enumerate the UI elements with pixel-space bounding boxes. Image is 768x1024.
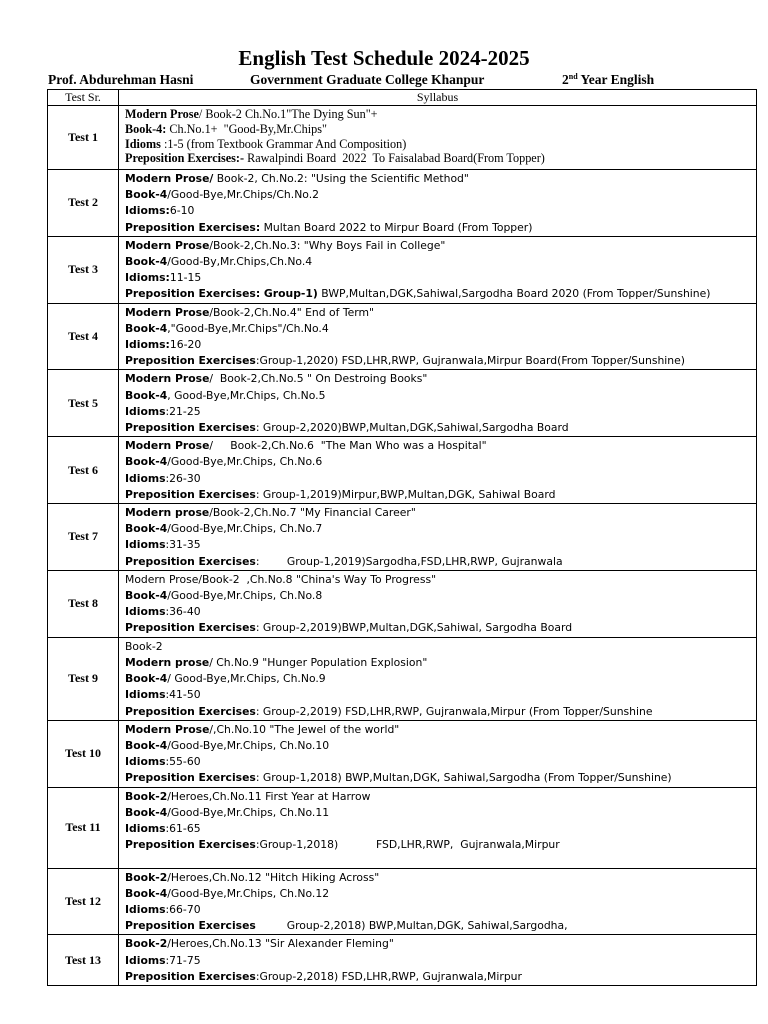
syllabus-line-text: :21-25 xyxy=(165,404,201,418)
syllabus-line xyxy=(125,321,756,337)
syllabus-line-heading: Modern Prose xyxy=(125,238,210,252)
syllabus-line-text: /Book-2,Ch.No.3: "Why Boys Fail in College" xyxy=(209,238,446,252)
syllabus-line xyxy=(125,505,756,521)
syllabus-line xyxy=(125,738,756,754)
syllabus-cell xyxy=(119,504,757,571)
syllabus-line-text: /Good-Bye,Mr.Chips, Ch.No.8 xyxy=(167,589,323,603)
syllabus-line-heading: Preposition Exercises xyxy=(125,621,256,635)
syllabus-line xyxy=(125,122,756,137)
syllabus-line xyxy=(125,837,756,853)
syllabus-line xyxy=(125,902,756,918)
syllabus-cell xyxy=(119,935,757,986)
syllabus-line-heading: Book-2 xyxy=(125,870,168,884)
syllabus-line xyxy=(125,171,756,187)
test-number-cell: Test 5 xyxy=(48,370,119,437)
syllabus-line-text: :66-70 xyxy=(165,902,201,916)
syllabus-line-heading: Book-4 xyxy=(125,805,168,819)
syllabus-line-text: :31-35 xyxy=(165,538,201,552)
syllabus-line-text: 6-10 xyxy=(169,204,195,218)
syllabus-line-text: Ch.No.1+ "Good-By,Mr.Chips" xyxy=(166,121,327,136)
syllabus-line-text: :26-30 xyxy=(165,471,201,485)
syllabus-line xyxy=(125,886,756,902)
test-number-cell: Test 7 xyxy=(48,504,119,571)
syllabus-line xyxy=(125,639,756,655)
syllabus-line-text: :36-40 xyxy=(165,605,201,619)
syllabus-line xyxy=(125,770,756,786)
test-number-cell: Test 2 xyxy=(48,170,119,237)
syllabus-line-heading: Book-2 xyxy=(125,789,168,803)
syllabus-line-text: ,"Good-Bye,Mr.Chips"/Ch.No.4 xyxy=(167,321,329,335)
syllabus-line-heading: Preposition Exercises xyxy=(125,771,256,785)
syllabus-line-text: /Good-Bye,Mr.Chips, Ch.No.7 xyxy=(167,522,323,536)
syllabus-cell xyxy=(119,106,757,170)
syllabus-line-heading: Preposition Exercises: Group-1) xyxy=(125,287,318,301)
test-number-cell: Test 11 xyxy=(48,787,119,868)
syllabus-line-text: :Group-2,2018) FSD,LHR,RWP, Gujranwala,Mirpur xyxy=(255,969,522,983)
syllabus-line xyxy=(125,789,756,805)
syllabus-line-text: : Group-1,2019)Mirpur,BWP,Multan,DGK, Sahiwal Board xyxy=(255,487,556,501)
syllabus-line-heading: Preposition Exercises xyxy=(125,487,256,501)
syllabus-line xyxy=(125,537,756,553)
document-header xyxy=(48,72,738,88)
syllabus-line-heading: Preposition Exercises xyxy=(125,354,256,368)
syllabus-line-text: Modern Prose/Book-2 ,Ch.No.8 "China's Way To Progress" xyxy=(125,572,437,586)
syllabus-line-text: /Heroes,Ch.No.12 "Hitch Hiking Across" xyxy=(167,870,380,884)
syllabus-line-heading: Idioms: xyxy=(125,338,170,352)
syllabus-line xyxy=(125,337,756,353)
syllabus-line-heading: Book-4 xyxy=(125,522,168,536)
syllabus-cell xyxy=(119,303,757,370)
syllabus-line-text: , Good-Bye,Mr.Chips, Ch.No.5 xyxy=(167,388,326,402)
syllabus-line-text: /Book-2,Ch.No.7 "My Financial Career" xyxy=(209,506,416,520)
syllabus-cell xyxy=(119,868,757,935)
syllabus-line xyxy=(125,471,756,487)
syllabus-line-text: :71-75 xyxy=(165,953,201,967)
column-header-syllabus: Syllabus xyxy=(119,90,757,106)
syllabus-line xyxy=(125,953,756,969)
syllabus-line-heading: Idioms xyxy=(125,538,166,552)
syllabus-line-text: Group-2,2018) BWP,Multan,DGK, Sahiwal,Sargodha, xyxy=(255,919,568,933)
syllabus-line-heading: Idioms xyxy=(125,755,166,769)
syllabus-line xyxy=(125,521,756,537)
syllabus-line xyxy=(125,620,756,636)
syllabus-line-heading: Idioms: xyxy=(125,204,170,218)
schedule-body xyxy=(48,106,757,986)
table-row xyxy=(48,570,757,637)
table-row xyxy=(48,787,757,868)
syllabus-line-text: /Good-Bye,Mr.Chips, Ch.No.12 xyxy=(167,886,330,900)
table-row xyxy=(48,935,757,986)
syllabus-line-heading: Preposition Exercises xyxy=(125,969,256,983)
syllabus-line xyxy=(125,487,756,503)
year-suffix: nd xyxy=(568,72,578,81)
syllabus-line-text: : Group-1,2019)Sargodha,FSD,LHR,RWP, Gujranwala xyxy=(255,554,563,568)
syllabus-line-heading: Book-4 xyxy=(125,255,168,269)
syllabus-line-text: : Group-1,2018) BWP,Multan,DGK, Sahiwal,Sargodha (From Topper/Sunshine) xyxy=(255,771,672,785)
syllabus-line xyxy=(125,187,756,203)
syllabus-line-heading: Book-4 xyxy=(125,589,168,603)
syllabus-line xyxy=(125,220,756,236)
syllabus-line-text: : Group-2,2019) FSD,LHR,RWP, Gujranwala,Mirpur (From Topper/Sunshine xyxy=(255,704,653,718)
syllabus-line xyxy=(125,655,756,671)
syllabus-line-heading: Book-4: xyxy=(125,121,167,136)
syllabus-line xyxy=(125,137,756,152)
syllabus-line xyxy=(125,704,756,720)
syllabus-line-heading: Book-4 xyxy=(125,738,168,752)
table-header-row xyxy=(48,90,757,106)
syllabus-line-heading: Modern prose xyxy=(125,506,210,520)
table-row xyxy=(48,637,757,720)
syllabus-line-text: Rawalpindi Board 2022 To Faisalabad Board(From Topper) xyxy=(244,151,545,166)
syllabus-line-heading: Preposition Exercises xyxy=(125,421,256,435)
page-title: English Test Schedule 2024-2025 xyxy=(238,46,530,70)
syllabus-line-text: /Heroes,Ch.No.13 "Sir Alexander Fleming" xyxy=(167,937,394,951)
syllabus-line xyxy=(125,572,756,588)
syllabus-cell xyxy=(119,236,757,303)
syllabus-line xyxy=(125,286,756,302)
syllabus-line xyxy=(125,969,756,985)
syllabus-line-heading: Idioms xyxy=(125,688,166,702)
syllabus-line xyxy=(125,107,756,122)
syllabus-line xyxy=(125,151,756,166)
syllabus-line-text: : Group-2,2019)BWP,Multan,DGK,Sahiwal, Sargodha Board xyxy=(255,621,573,635)
syllabus-cell xyxy=(119,437,757,504)
syllabus-line-heading: Modern Prose xyxy=(125,372,210,386)
table-row xyxy=(48,236,757,303)
syllabus-line-heading: Book-4 xyxy=(125,321,168,335)
test-number-cell: Test 12 xyxy=(48,868,119,935)
syllabus-line-text: Multan Board 2022 to Mirpur Board (From Topper) xyxy=(260,220,533,234)
syllabus-line xyxy=(125,305,756,321)
syllabus-line-text: :41-50 xyxy=(165,688,201,702)
syllabus-cell xyxy=(119,170,757,237)
syllabus-line xyxy=(125,254,756,270)
syllabus-cell xyxy=(119,570,757,637)
syllabus-line xyxy=(125,805,756,821)
syllabus-cell xyxy=(119,370,757,437)
syllabus-line xyxy=(125,371,756,387)
syllabus-line-heading: Modern Prose xyxy=(125,439,210,453)
syllabus-line-heading: Preposition Exercises: xyxy=(125,220,261,234)
syllabus-line-heading: Idioms xyxy=(125,821,166,835)
syllabus-line-heading: Preposition Exercises:- xyxy=(125,151,245,166)
test-number-cell: Test 1 xyxy=(48,106,119,170)
college-name: Government Graduate College Khanpur xyxy=(250,72,485,87)
syllabus-line-text: :Group-1,2020) FSD,LHR,RWP, Gujranwala,Mirpur Board(From Topper/Sunshine) xyxy=(255,354,686,368)
syllabus-line-heading: Book-4 xyxy=(125,188,168,202)
syllabus-line-text: /Heroes,Ch.No.11 First Year at Harrow xyxy=(167,789,371,803)
syllabus-line-text: /Good-Bye,Mr.Chips, Ch.No.11 xyxy=(167,805,330,819)
syllabus-line-text: /Good-Bye,Mr.Chips/Ch.No.2 xyxy=(167,188,320,202)
syllabus-line-heading: Idioms xyxy=(125,471,166,485)
syllabus-line xyxy=(125,270,756,286)
syllabus-cell xyxy=(119,787,757,868)
test-number-cell: Test 10 xyxy=(48,720,119,787)
syllabus-line xyxy=(125,438,756,454)
syllabus-line-heading: Book-4 xyxy=(125,455,168,469)
syllabus-line-heading: Preposition Exercises xyxy=(125,919,256,933)
syllabus-line-text: /Good-By,Mr.Chips,Ch.No.4 xyxy=(167,255,313,269)
syllabus-line-heading: Preposition Exercises xyxy=(125,554,256,568)
syllabus-line xyxy=(125,554,756,570)
syllabus-line-text: / Book-2,Ch.No.6 "The Man Who was a Hospital" xyxy=(209,439,487,453)
syllabus-line-text: BWP,Multan,DGK,Sahiwal,Sargodha Board 2020 (From Topper/Sunshine) xyxy=(317,287,711,301)
syllabus-line-heading: Book-4 xyxy=(125,672,168,686)
syllabus-line-heading: Idioms xyxy=(125,902,166,916)
syllabus-line xyxy=(125,454,756,470)
syllabus-line-text: / Book-2,Ch.No.5 " On Destroing Books" xyxy=(209,372,428,386)
syllabus-line-text: /Good-Bye,Mr.Chips, Ch.No.6 xyxy=(167,455,323,469)
syllabus-line xyxy=(125,671,756,687)
syllabus-line-text: /Good-Bye,Mr.Chips, Ch.No.10 xyxy=(167,738,330,752)
test-number-cell: Test 4 xyxy=(48,303,119,370)
column-header-test-sr: Test Sr. xyxy=(48,90,119,106)
syllabus-line-text: :1-5 (from Textbook Grammar And Composition) xyxy=(160,136,407,151)
table-row xyxy=(48,504,757,571)
syllabus-line xyxy=(125,722,756,738)
syllabus-line-heading: Modern Prose xyxy=(125,107,199,121)
year-number: 2 xyxy=(562,72,569,87)
syllabus-line-heading: Idioms: xyxy=(125,271,170,285)
syllabus-cell xyxy=(119,720,757,787)
syllabus-line xyxy=(125,918,756,934)
syllabus-line-heading: Idioms xyxy=(125,404,166,418)
syllabus-line-text: : Group-2,2020)BWP,Multan,DGK,Sahiwal,Sargodha Board xyxy=(255,421,569,435)
table-row xyxy=(48,720,757,787)
syllabus-line xyxy=(125,238,756,254)
syllabus-line-heading: Preposition Exercises xyxy=(125,704,256,718)
schedule-table xyxy=(47,89,757,986)
syllabus-line xyxy=(125,203,756,219)
table-row xyxy=(48,868,757,935)
syllabus-line-text: 11-15 xyxy=(169,271,202,285)
syllabus-line-text: / Book-2 Ch.No.1"The Dying Sun"+ xyxy=(198,107,378,121)
syllabus-cell xyxy=(119,637,757,720)
syllabus-line xyxy=(125,604,756,620)
syllabus-line xyxy=(125,821,756,837)
test-number-cell: Test 6 xyxy=(48,437,119,504)
professor-name: Prof. Abdurehman Hasni xyxy=(48,72,194,87)
syllabus-line-text: :55-60 xyxy=(165,755,201,769)
syllabus-line xyxy=(125,687,756,703)
syllabus-line-heading: Book-4 xyxy=(125,388,168,402)
syllabus-line-text: Book-2 xyxy=(125,639,163,653)
test-number-cell: Test 8 xyxy=(48,570,119,637)
syllabus-line-heading: Book-2 xyxy=(125,937,168,951)
table-row xyxy=(48,170,757,237)
table-row xyxy=(48,106,757,170)
syllabus-line-text: /,Ch.No.10 "The Jewel of the world" xyxy=(209,722,400,736)
syllabus-line-text: /Book-2,Ch.No.4" End of Term" xyxy=(209,305,375,319)
syllabus-line xyxy=(125,936,756,952)
syllabus-line-text: 16-20 xyxy=(169,338,202,352)
syllabus-line-text: / Good-Bye,Mr.Chips, Ch.No.9 xyxy=(167,672,326,686)
year-label: Year English xyxy=(577,72,655,87)
table-row xyxy=(48,437,757,504)
syllabus-line xyxy=(125,870,756,886)
syllabus-line xyxy=(125,353,756,369)
syllabus-line-heading: Preposition Exercises xyxy=(125,838,256,852)
syllabus-line-text: :Group-1,2018) FSD,LHR,RWP, Gujranwala,Mirpur xyxy=(255,838,560,852)
syllabus-line-heading: Modern Prose/ xyxy=(125,172,214,185)
syllabus-line xyxy=(125,404,756,420)
syllabus-line-text: Book-2, Ch.No.2: "Using the Scientific Method" xyxy=(213,172,469,185)
syllabus-line xyxy=(125,388,756,404)
test-number-cell: Test 3 xyxy=(48,236,119,303)
syllabus-line-heading: Modern Prose xyxy=(125,722,210,736)
table-row xyxy=(48,303,757,370)
syllabus-line-heading: Idioms xyxy=(125,136,161,151)
syllabus-line-heading: Modern Prose xyxy=(125,305,210,319)
table-row xyxy=(48,370,757,437)
syllabus-line-text: :61-65 xyxy=(165,821,201,835)
syllabus-line xyxy=(125,420,756,436)
test-number-cell: Test 9 xyxy=(48,637,119,720)
syllabus-line-heading: Modern prose xyxy=(125,655,210,669)
syllabus-line-text: / Ch.No.9 "Hunger Population Explosion" xyxy=(209,655,428,669)
syllabus-line xyxy=(125,588,756,604)
class-year xyxy=(562,72,654,88)
syllabus-line-heading: Idioms xyxy=(125,953,166,967)
test-number-cell: Test 13 xyxy=(48,935,119,986)
syllabus-line-heading: Idioms xyxy=(125,605,166,619)
syllabus-line xyxy=(125,754,756,770)
syllabus-line-heading: Book-4 xyxy=(125,886,168,900)
